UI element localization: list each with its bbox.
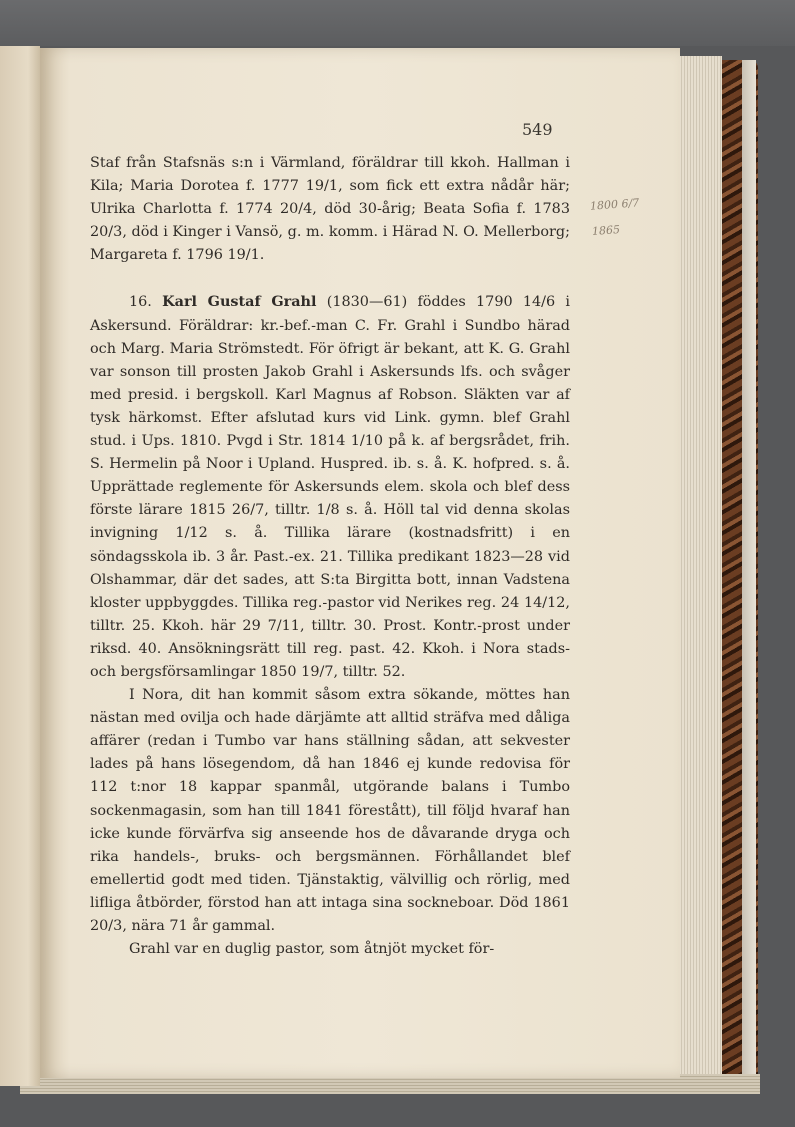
book-cover-edge [718, 60, 758, 1090]
margin-note: 1800 6/7 [589, 196, 640, 213]
margin-note: 1865 [591, 223, 621, 238]
paragraph-biography: Askersund. Föräldrar: kr.-bef.-man C. Fr. Grahl i Sundbo härad och Marg. Maria Strömstedt. För öfrigt är bekant, att K. G. Grahl var sonson till prosten Jakob Grahl i Askersunds lfs. och svåger med presid. i bergskoll. Karl Magnus af Robson. Släkten var af tysk härkomst. Efter afslutad kurs vid Link. gymn. blef Grahl stud. i Ups. 1810. Pvgd i Str. 1814 1/10 på k. af bergsrådet, frih. S. Hermelin på Noor i Upland. Huspred. ib. s. å. K. hofpred. s. å. Upprättade reglemente för Askersunds elem. skola och blef dess förste lärare 1815 26/7, tilltr. 1/8 s. å. Höll tal vid denna skolas invigning 1/12 s. å. Tillika lärare (kostnadsfritt) i en söndagsskola ib. 3 år. Past.-ex. 21. Tillika predikant 1823—28 vid Olshammar, där det sades, att S:ta Birgitta bott, innan Vadstena kloster uppbyggdes. Tillika reg.-pastor vid Nerikes reg. 24 14/12, tilltr. 25. Kkoh. här 29 7/11, tilltr. 30. Prost. Kontr.-prost under riksd. 40. Ansökningsrätt till reg. past. 42. Kkoh. i Nora stads- och bergsförsamlingar 1850 19/7, tilltr. 52. [90, 317, 570, 680]
entry-number: 16. [129, 294, 152, 311]
paragraph-closing: Grahl var en duglig pastor, som åtnjöt mycket för- [129, 941, 495, 958]
paragraph-nora: I Nora, dit han kommit såsom extra sökande, möttes han nästan med ovilja och hade därjämte att alltid sträfva med dåliga affärer (redan i Tumbo var hans ställning sådan, att sekvester lades på hans lösegendom, då han 1846 ej kunde redovisa för 112 t:nor 18 kappar spanmål, utgörande balans i Tumbo sockenmagasin, som han till 1841 förestått), till följd hvaraf han icke kunde förvärfva sig anseende hos de dåvarande dryga och rika handels-, bruks- och bergsmännen. Förhållandet blef emellertid godt med tiden. Tjänstaktig, välvillig och rörlig, med lifliga åtbörder, förstod han att intaga sina sockneboar. Död 1861 20/3, nära 71 år gammal. [90, 687, 570, 934]
entry-name: Karl Gustaf Grahl [162, 293, 317, 311]
scan-background [0, 0, 795, 46]
entry-heading [90, 290, 570, 684]
paragraph-intro: Staf från Stafsnäs s:n i Värmland, föräldrar till kkoh. Hallman i Kila; Maria Dorotea f. 1777 19/1, som fick ett extra nådår här; Ulrika Charlotta f. 1774 20/4, död 30-årig; Beata Sofia f. 1783 20/3, död i Kinger i Vansö, g. m. komm. i Härad N. O. Mellerborg; Margareta f. 1796 19/1. [90, 155, 570, 264]
page-number: 549 [522, 120, 553, 139]
page-text [90, 152, 570, 961]
entry-years: (1830—61) föddes 1790 14/6 i [326, 294, 571, 311]
page-stack-edges [676, 56, 722, 1086]
facing-page-edge [0, 46, 40, 1086]
